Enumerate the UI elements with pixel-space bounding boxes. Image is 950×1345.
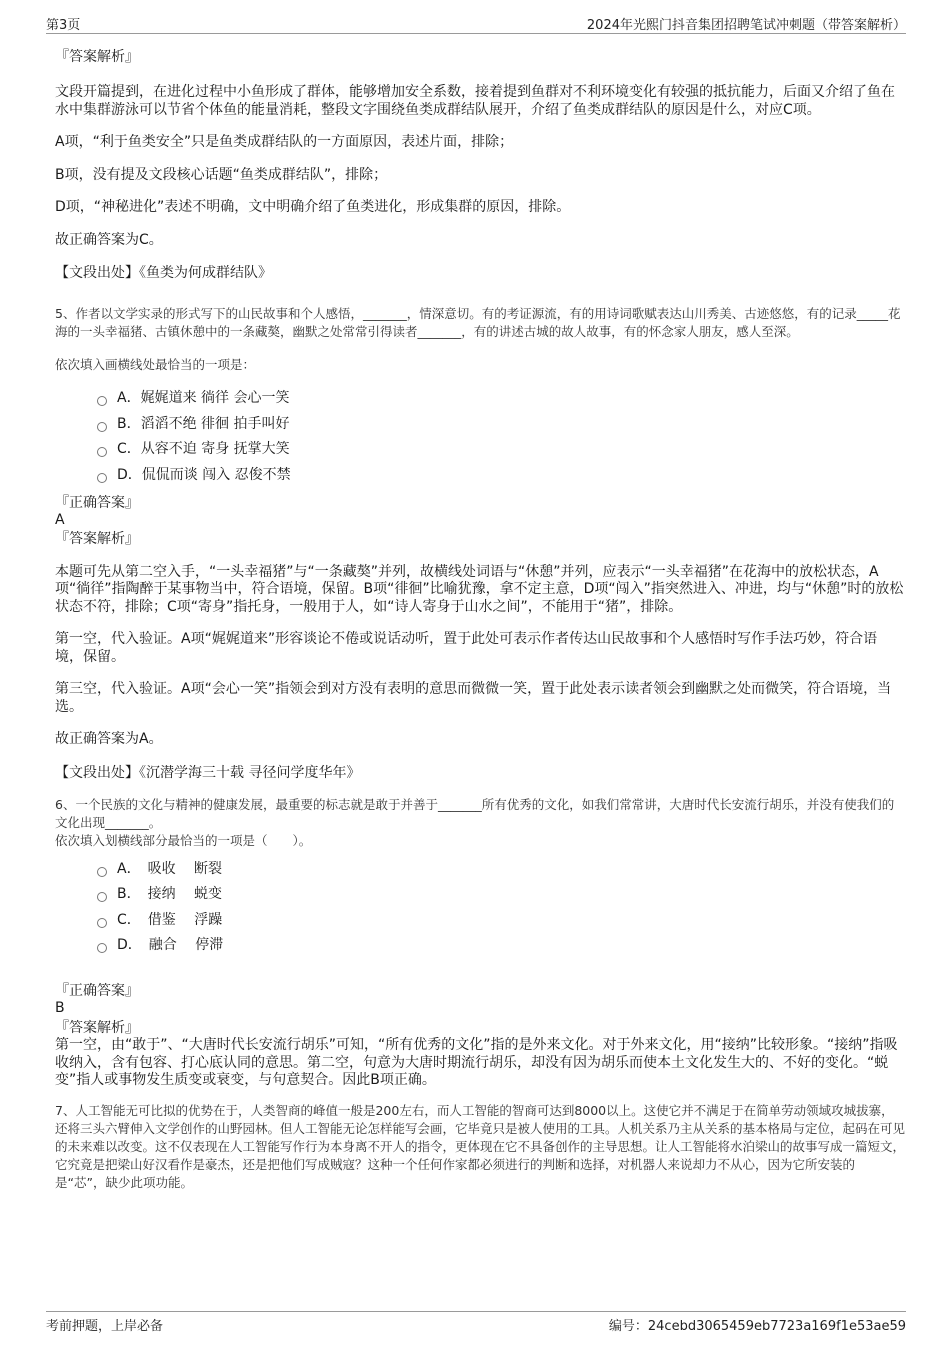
radio-button[interactable] bbox=[97, 867, 107, 877]
option-c[interactable]: C． 借鉴 浮躁 bbox=[55, 907, 905, 933]
question-stem: 6、一个民族的文化与精神的健康发展，最重要的标志就是敢于并善于_______所有优秀的文化，如我们常常讲，大唐时代长安流行胡乐，并没有使我们的文化出现_______。 bbox=[55, 797, 895, 830]
correct-answer-label: 『正确答案』 bbox=[55, 983, 139, 999]
analysis-paragraph: D项，“神秘进化”表述不明确，文中明确介绍了鱼类进化，形成集群的原因，排除。 bbox=[55, 199, 571, 215]
page-number: 第3页 bbox=[46, 18, 81, 33]
question-prompt: 依次填入划横线部分最恰当的一项是（ ）。 bbox=[55, 833, 312, 848]
option-list bbox=[55, 386, 905, 488]
analysis-label: 『答案解析』 bbox=[55, 49, 139, 65]
option-a[interactable]: A．娓娓道来 徜徉 会心一笑 bbox=[55, 386, 905, 412]
analysis-paragraph: 第一空，由“敢于”、“大唐时代长安流行胡乐”可知，“所有优秀的文化”指的是外来文化。对于外来文化，用“接纳”比较形象。“接纳”指吸收纳入，含有包容、打心底认同的意思。第二空，句意为大唐时期流行胡乐，却没有因为胡乐而使本土文化发生大的、不好的变化。“蜕变”指人或事物发生质变或衰变，与句意契合。因此B项正确。 bbox=[55, 1037, 898, 1088]
radio-button[interactable] bbox=[97, 422, 107, 432]
radio-button[interactable] bbox=[97, 918, 107, 928]
radio-button[interactable] bbox=[97, 473, 107, 483]
analysis-label: 『答案解析』 bbox=[55, 530, 139, 547]
document-id: 编号：24cebd3065459eb7723a169f1e53ae59 bbox=[608, 1319, 906, 1334]
radio-button[interactable] bbox=[97, 396, 107, 406]
correct-answer-label: 『正确答案』 bbox=[55, 494, 139, 511]
answer-conclusion: 故正确答案为A。 bbox=[55, 731, 163, 747]
analysis-paragraph: A项，“利于鱼类安全”只是鱼类成群结队的一方面原因，表述片面，排除； bbox=[55, 134, 514, 150]
radio-button[interactable] bbox=[97, 892, 107, 902]
option-a[interactable]: A． 吸收 断裂 bbox=[55, 856, 905, 882]
analysis-paragraph: 本题可先从第二空入手，“一头幸福猪”与“一条藏獒”并列，故横线处词语与“休憩”并列，应表示“一头幸福猪”在花海中的放松状态，A项“徜徉”指陶醉于某事物当中，符合语境，保留。B项“徘徊”比喻犹豫，拿不定主意，D项“闯入”指突然进入、冲进，均与“休憩”时的放松状态不符，排除；C项“寄身”指托身，一般用于人，如“诗人寄身于山水之间”，不能用于“猪”，排除。 bbox=[55, 563, 904, 615]
source-citation: 【文段出处】《沉潜学海三十载 寻径问学度华年》 bbox=[55, 764, 361, 781]
question-prompt: 依次填入画横线处最恰当的一项是： bbox=[55, 356, 256, 372]
page-footer bbox=[46, 1311, 906, 1335]
correct-answer: A bbox=[55, 511, 65, 528]
option-d[interactable]: D． 融合 停滞 bbox=[55, 933, 905, 959]
analysis-paragraph: 文段开篇提到，在进化过程中小鱼形成了群体，能够增加安全系数，接着提到鱼群对不利环境变化有较强的抵抗能力，后面又介绍了鱼在水中集群游泳可以节省个体鱼的能量消耗，整段文字围绕鱼类成群结队展开，介绍了鱼类成群结队的原因是什么，对应C项。 bbox=[55, 84, 895, 118]
option-b[interactable]: B．滔滔不绝 徘徊 拍手叫好 bbox=[55, 411, 905, 437]
footer-slogan: 考前押题，上岸必备 bbox=[46, 1319, 164, 1334]
analysis-label: 『答案解析』 bbox=[55, 1020, 139, 1036]
radio-button[interactable] bbox=[97, 943, 107, 953]
option-list bbox=[55, 856, 905, 958]
page-header bbox=[46, 14, 906, 34]
analysis-paragraph: 第三空，代入验证。A项“会心一笑”指领会到对方没有表明的意思而微微一笑，置于此处表示读者领会到幽默之处而微笑，符合语境，当选。 bbox=[55, 681, 892, 715]
option-c[interactable]: C．从容不迫 寄身 抚掌大笑 bbox=[55, 437, 905, 463]
document-title: 2024年光熙门抖音集团招聘笔试冲刺题（带答案解析） bbox=[586, 18, 906, 33]
option-b[interactable]: B． 接纳 蜕变 bbox=[55, 882, 905, 908]
answer-conclusion: 故正确答案为C。 bbox=[55, 231, 163, 248]
radio-button[interactable] bbox=[97, 447, 107, 457]
document-body bbox=[55, 44, 905, 1192]
analysis-paragraph: 第一空，代入验证。A项“娓娓道来”形容谈论不倦或说话动听，置于此处可表示作者传达山民故事和个人感悟时写作手法巧妙，符合语境，保留。 bbox=[55, 631, 878, 665]
option-d[interactable]: D．侃侃而谈 闯入 忍俊不禁 bbox=[55, 462, 905, 488]
analysis-paragraph: B项，没有提及文段核心话题“鱼类成群结队”，排除； bbox=[55, 166, 388, 183]
correct-answer: B bbox=[55, 1000, 65, 1016]
question-stem: 7、人工智能无可比拟的优势在于，人类智商的峰值一般是200左右，而人工智能的智商可达到8000以上。这使它并不满足于在简单劳动领域攻城拔寨，还将三头六臂伸入文学创作的山野园林。但人工智能无论怎样能写会画，它毕竟只是被人使用的工具。人机关系乃主从关系的基本格局与定位，起码在可见的未来难以改变。这不仅表现在人工智能写作行为本身离不开人的指令，更体现在它不具备创作的主导思想。让人工智能将水泊梁山的故事写成一篇短文，它究竟是把梁山好汉看作是豪杰，还是把他们写成贼寇？这种一个任何作家都必须进行的判断和选择，对机器人来说却力不从心，因为它所安装的是“芯”，缺少此项功能。 bbox=[55, 1102, 906, 1190]
source-citation: 【文段出处】《鱼类为何成群结队》 bbox=[55, 265, 272, 281]
question-stem: 5、作者以文学实录的形式写下的山民故事和个人感悟，_______，情深意切。有的考证源流，有的用诗词歌赋表达山川秀美、古迹悠悠，有的记录_____花海的一头幸福猪、古镇休憩中的一条藏獒，幽默之处常常引得读者_______，有的讲述古城的故人故事，有的怀念家人朋友，感人至深。 bbox=[55, 305, 901, 339]
